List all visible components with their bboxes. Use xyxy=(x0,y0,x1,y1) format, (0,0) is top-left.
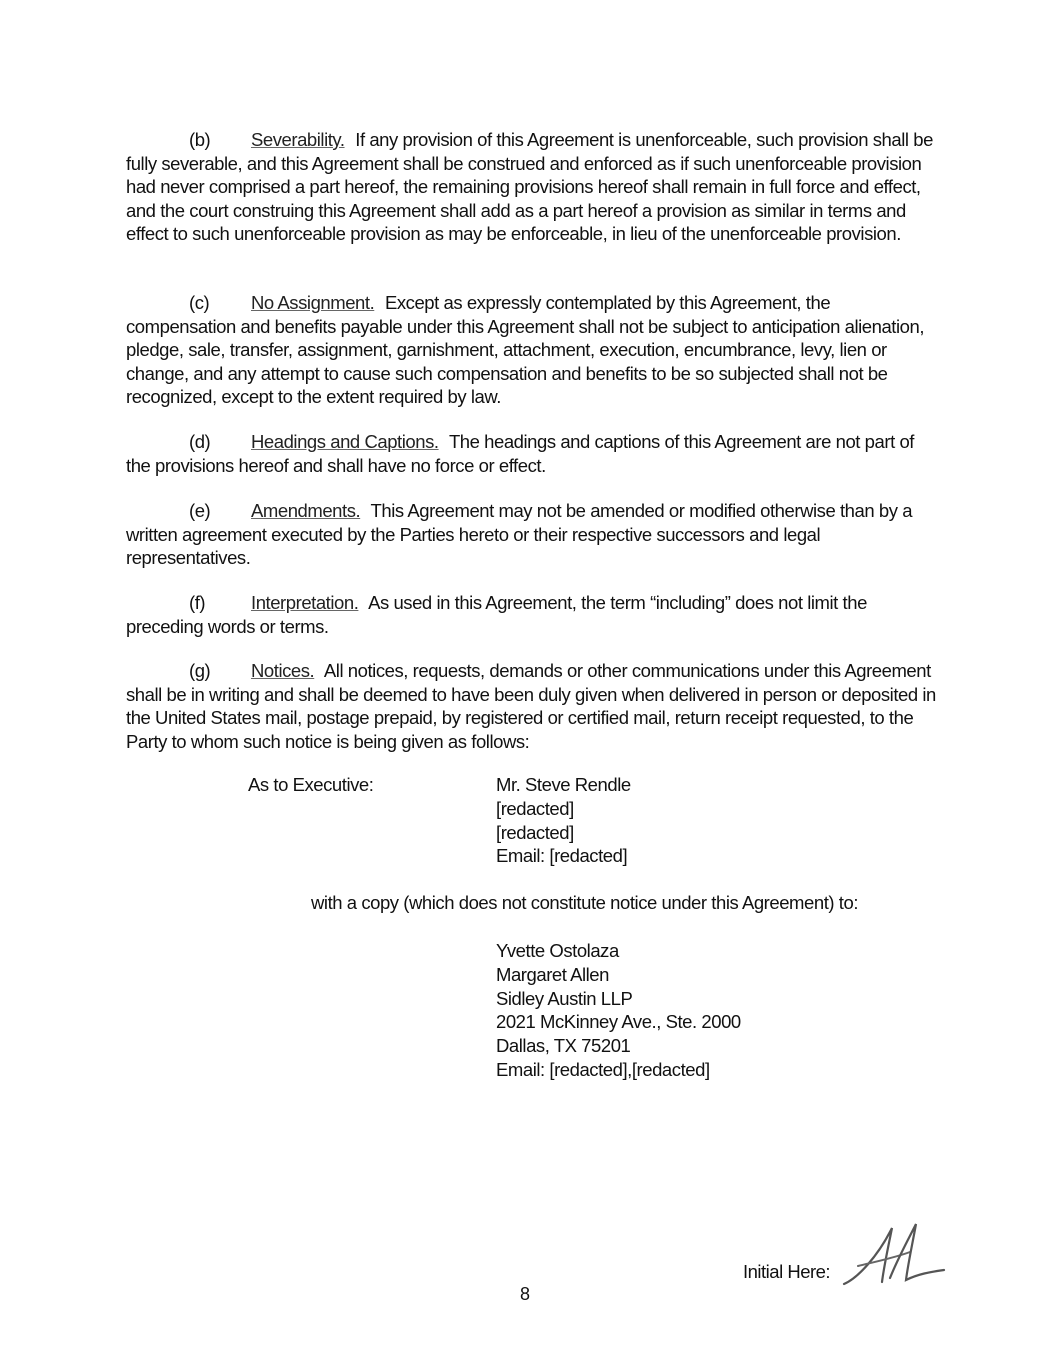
address-line: Mr. Steve Rendle xyxy=(496,774,631,795)
paragraph-amendments xyxy=(126,499,936,570)
address-line: Email: [redacted] xyxy=(496,845,628,867)
address-line: Yvette Ostolaza xyxy=(496,940,619,961)
paragraph-text: Except as expressly contemplated by this Agreement, the compensation and benefits payable under this Agreement shall not be subject to anticipation alienation, pledge, sale, transfer, assignment, garnishment, attachment, execution, encumbrance, levy, lien or change, and any attempt to cause such compensation and benefits to be so subjected shall not be recognized, except to the extent required by law. xyxy=(126,292,925,408)
paragraph-heading: No Assignment. xyxy=(251,292,375,313)
paragraph-heading: Headings and Captions. xyxy=(251,431,439,452)
paragraph-no-assignment xyxy=(126,291,936,409)
address-line: Email: [redacted],[redacted] xyxy=(496,1058,710,1080)
paragraph-label: (d) xyxy=(189,431,211,452)
paragraph-text: The headings and captions of this Agreement are not part of the provisions hereof and shall have no force or effect. xyxy=(126,431,914,476)
executive-label: As to Executive: xyxy=(248,774,374,795)
paragraph-label: (b) xyxy=(189,129,211,150)
address-line: 2021 McKinney Ave., Ste. 2000 xyxy=(496,1011,741,1033)
paragraph-heading: Amendments. xyxy=(251,500,361,521)
paragraph-label: (f) xyxy=(189,592,206,613)
paragraph-text: If any provision of this Agreement is unenforceable, such provision shall be fully severable, and this Agreement shall be construed and enforced as if such unenforceable provision had never comprised a part hereof, the remaining provisions hereof shall remain in full force and effect, and the court construing this Agreement shall add as a part hereof a provision as similar in terms and effect to such unenforceable provision as may be enforceable, in lieu of the unenforceable provision. xyxy=(126,129,933,245)
paragraph-text: As used in this Agreement, the term “including” does not limit the preceding words or terms. xyxy=(126,592,867,637)
address-line: Margaret Allen xyxy=(496,963,609,985)
paragraph-heading: Severability. xyxy=(251,129,345,150)
address-line: [redacted] xyxy=(496,821,574,843)
address-line: Sidley Austin LLP xyxy=(496,987,633,1009)
paragraph-headings-captions xyxy=(126,430,936,477)
paragraph-label: (g) xyxy=(189,660,211,681)
paragraph-notices xyxy=(126,659,936,753)
page-number: 8 xyxy=(520,1284,531,1304)
copy-line: with a copy (which does not constitute notice under this Agreement) to: xyxy=(311,892,859,913)
paragraph-severability xyxy=(126,128,936,246)
initial-label: Initial Here: xyxy=(743,1261,831,1282)
paragraph-text: This Agreement may not be amended or modified otherwise than by a written agreement executed by the Parties hereto or their respective successors and legal representatives. xyxy=(126,500,913,569)
executive-address xyxy=(496,773,631,868)
paragraph-heading: Notices. xyxy=(251,660,315,681)
paragraph-interpretation xyxy=(126,591,936,638)
address-line: Dallas, TX 75201 xyxy=(496,1035,631,1057)
paragraph-text: All notices, requests, demands or other communications under this Agreement shall be in writing and shall be deemed to have been duly given when delivered in person or deposited in the United States mail, postage prepaid, by registered or certified mail, return receipt requested, to the Party to whom such notice is being given as follows: xyxy=(126,660,936,752)
copy-address xyxy=(496,939,741,1082)
initials-signature xyxy=(838,1218,948,1290)
address-line: [redacted] xyxy=(496,797,574,819)
paragraph-label: (e) xyxy=(189,500,211,521)
paragraph-label: (c) xyxy=(189,292,210,313)
paragraph-heading: Interpretation. xyxy=(251,592,359,613)
